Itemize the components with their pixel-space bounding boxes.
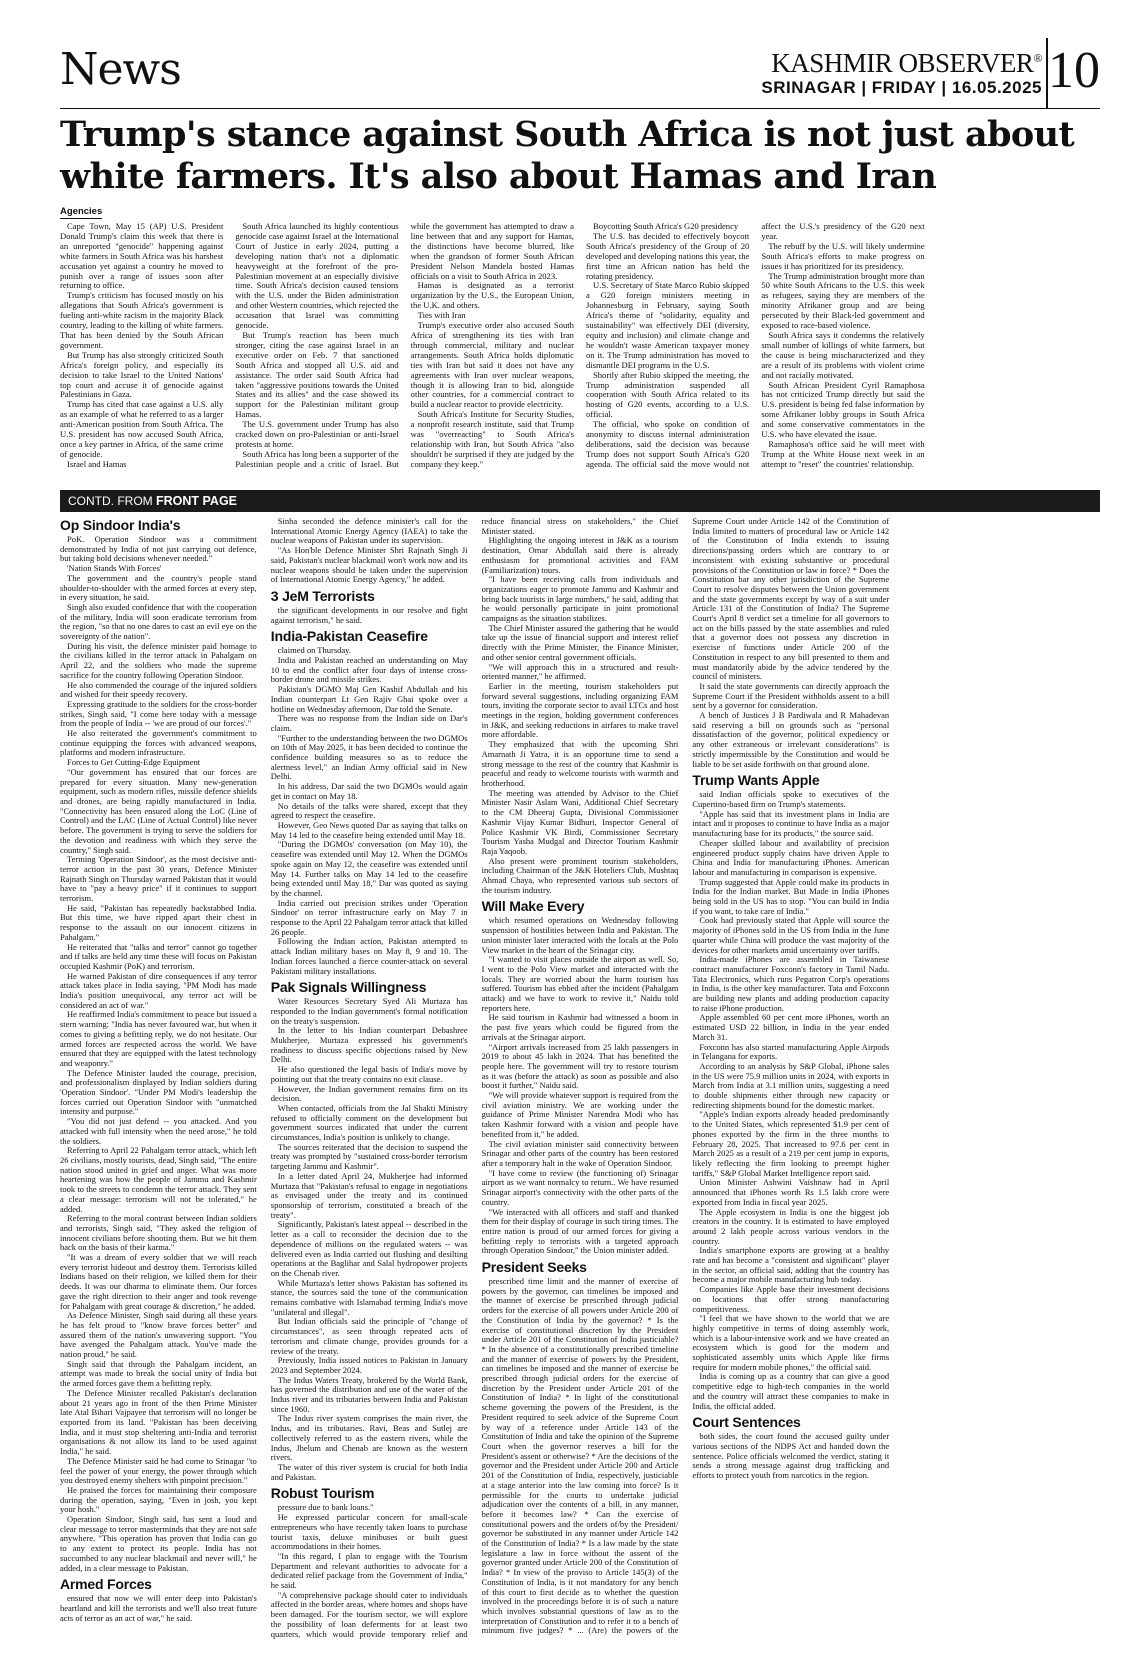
story-paragraph: South Africa says it condemns the relatively small number of killings of white farmers, but the cause is being mischaracterized and they are a result of its problems with violent crime and not racially motivated. [761,329,925,380]
story-paragraph: Ramaphosa's office said he will meet with Trump at the White House next week in an attempt to "reset" the countries' relationship. [761,438,925,469]
story-paragraph: The official, who spoke on condition of anonymity to discuss internal administration deliberations, said the decision was because Trump does not support South Africa's G20 agenda. The official said the move would not affect the U.S.'s presidency of the G20 next year. [585,222,925,469]
section-paragraph: In the letter to his Indian counterpart Debashree Mukherjee, Murtaza expressed his government's readiness to discuss specific objections raised by New Delhi. [270,1025,468,1065]
section-paragraph: said Indian officials spoke to executives of the Cupertino-based firm on Trump's statements. [692,789,890,809]
section-paragraph: The Apple ecosystem in India is one the biggest job creators in the country. It is estimated to have employed around 2 lakh people across various vendors in the country. [692,1206,890,1246]
paper-title-block [712,44,1042,99]
section-paragraph: prescribed time limit and the manner of exercise of powers by the governor, can timelines be imposed and the manner of exercise be prescribed through judicial orders for the exercise of all powers under Article 200 of the Constitution of India by the governor? * Is the exercise of constitutional discretion by the President under Article 201 of the Constitution of India justiciable? * In the absence of a constitutionally prescribed timeline and the manner of exercise of powers by the President, can timelines be imposed and the manner of exercise be prescribed through judicial orders for the exercise of discretion by the President under Article 201 of the Constitution of India? * In light of the constitutional scheme governing the powers of the President, is the President required to seek advice of the Supreme Court by way of a reference under Article 143 of the Constitution of India and take the opinion of the Supreme Court when the governor reserves a bill for the President's assent or otherwise? * Are the decisions of the governor and the President under Article 200 and Article 201 of the Constitution of India, respectively, justiciable at a stage anterior into the law coming into force? Is it permissible for the courts to undertake judicial adjudication over the contents of a bill, in any manner, before it becomes law? * Can the exercise of constitutional powers and the orders of/by the President/ governor be substituted in any manner under Article 142 of the Constitution of India? * Is a law made by the state legislature a law in force without the assent of the governor granted under Article 200 of the Constitution of India? * In view of the proviso to Article 145(3) of the Constitution of India, is it not mandatory for any bench of this court to first decide as to whether the question involved in the proceedings before it is of such a nature which involves substantial questions of law as to the interpretation of Constitution and to refer it to a bench of minimum five judges? * ... (Are) the powers of the Supreme Court under Article 142 of the Constitution of India limited to matters of procedural law or Article 142 of the Constitution of India extends to issuing directions/passing orders which are contrary to or inconsistent with existing substantive or procedural provisions of the Constitution or law in force? * Does the Constitution bar any other jurisdiction of the Supreme Court to resolve disputes between the Union government and the state governments except by way of a suit under Article 131 of the Constitution of India? The Supreme Court's April 8 verdict set a timeline for all governors to act on the bills passed by the state assemblies and ruled that a governor does not possess any discretion in exercise of functions under Article 200 of the Constitution in respect to any bill presented to them and must mandatorily abide by the advice tendered by the council of ministers. [481,517,890,1636]
section-heading: 3 JeM Terrorists [270,587,375,604]
section-paragraph: He also questioned the legal basis of India's move by pointing out that the treaty contains no exit clause. [270,1064,468,1084]
section-paragraph: While Murtaza's letter shows Pakistan has softened its stance, the sources said the tone of the communication remains combative with Islamabad terming India's move "unilateral and illegal". [270,1277,468,1317]
story-paragraph: Ties with Iran [417,310,466,321]
section-paragraph: "You did not just defend -- you attacked. And you attacked with full intensity when the need arose," he told the soldiers. [60,1116,257,1146]
section-paragraph: Expressing gratitude to the soldiers for the cross-border strikes, Singh said, "I come here today with a message from the people of India -- 'we are proud of our forces'." [60,698,257,729]
section-paragraph: The government and the country's people stand shoulder-to-shoulder with the armed forces at every step, in every situation, he said. [60,572,257,603]
section-paragraph: India is coming up as a country that can give a good competitive edge to high-tech companies in the world and the country will attract these companies to make in India, the official added. [692,1371,890,1411]
section-paragraph: In a letter dated April 24, Mukherjee had informed Murtaza that "Pakistan's refusal to engage in negotiations as envisaged under the treaty and its continued sponsorship of terrorism, constituted a breach of the treaty". [270,1170,468,1220]
story-paragraph: South Africa's Institute for Security Studies, a nonprofit research institute, said that Trump was "overreacting" to South Africa's relationship with Iran, but South Africa "also shouldn't be surprised if they are judged by the company they keep." [410,409,574,469]
section-paragraph: Highlighting the ongoing interest in J&K as a tourism destination, Omar Abdullah said there is already enthusiasm for promotional activities and FAM (Familiarization) tours. [481,535,679,575]
section-heading: Robust Tourism [270,1485,375,1502]
section-paragraph: 'Nation Stands With Forces' [67,563,162,574]
section-heading: Trump Wants Apple [692,772,820,789]
section-heading: President Seeks [481,1259,587,1276]
story-paragraph: Israel and Hamas [67,458,127,469]
section-paragraph: Operation Sindoor, Singh said, has sent a loud and clear message to terror masterminds that they are not safe anywhere. "This operation has proven that India can go to any extent to protect its people. India has not succumbed to any nuclear blackmail and never will," he added, in a clear message to Pakistan. [60,1514,257,1573]
section-paragraph: However, the Indian government remains firm on its decision. [270,1083,468,1104]
section-paragraph: The civil aviation minister said connectivity between Srinagar and other parts of the country has been restored after a temporary halt in the wake of Operation Sindoor. [481,1138,679,1168]
section-paragraph: India and Pakistan reached an understanding on May 10 to end the conflict after four days of intense cross-border drone and missile strikes. [270,655,468,685]
section-paragraph: ensured that now we will enter deep into Pakistan's heartland and kill the terrorists and we'll also treat future acts of terror as an act of war," he said. [60,1593,257,1623]
section-paragraph: pressure due to bank loans." [277,1502,374,1513]
contd-banner [60,490,1100,512]
section-paragraph: He reaffirmed India's commitment to peace but issued a stern warning: "India has never favoured war, but when it comes to giving a befitting reply, we do not hesitate. Our armed forces are respected across the world. We have ensured that they are equipped with the latest technology and weaponry." [60,1009,257,1068]
section-paragraph: India carried out precision strikes under 'Operation Sindoor' on terror infrastructure early on May 7 in response to the April 22 Pahalgam terror attack that killed 26 people. [270,897,468,937]
section-paragraph: Singh also exuded confidence that with the cooperation of the military, India will soon eradicate terrorism from the region, "so that no one dares to cast an evil eye on the sovereignty of the nation". [60,601,257,642]
section-paragraph: In his address, Dar said the two DGMOs would again get in contact on May 18. [270,781,468,801]
story-paragraph: South African President Cyril Ramaphosa has not criticized Trump directly but said the U.S. president is being fed false information by some Afrikaner lobby groups in South Africa and some conservative commentators in the U.S. who have elevated the issue. [761,379,925,440]
story-paragraph: Hamas is designated as a terrorist organization by the U.S., the European Union, the U.K. and others. [410,280,574,311]
section-paragraph: According to an analysis by S&P Global, iPhone sales in the US were 75.9 million units in 2024, with exports in March from India at 3.1 million units, suggesting a need to double shipments either through new capacity or redirecting shipments bound for the domestic market. [692,1060,890,1110]
section-heading: Pak Signals Willingness [270,979,427,996]
story-paragraph: Trump has cited that case against a U.S. ally as an example of what he referred to as a larger anti-American position from South Africa. The U.S. president has now accused South Africa, once a key partner in Africa, of the same crime of genocide. [60,399,224,459]
section-paragraph: He expressed particular concern for small-scale entrepreneurs who have recently taken loans to purchase tourist taxis, deluxe minibuses or built guest accommodations in their homes. [270,1512,468,1552]
section-paragraph: which resumed operations on Wednesday following suspension of hostilities between India and Pakistan. The union minister later interacted with the locals at the Polo View market in the heart of the Srinagar city. [481,915,679,955]
story-paragraph: South Africa has long been a supporter of the Palestinian people and a critic of Israel. But while the government has attempted to draw a line between that and any support for Hamas, the distinctions have become blurred, like when the grandson of former South African President Nelson Mandela hosted Hamas officials on a visit to South Africa in 2023. [235,222,574,469]
trademark: ® [1033,51,1042,65]
section-paragraph: A bench of Justices J B Pardiwala and R Mahadevan said reserving a bill on grounds such as "personal dissatisfaction of the governor, political expediency or any other extraneous or irrelevant considerations" is strictly impermissible by the Constitution and would be liable to be set aside forthwith on that ground alone. [692,710,890,769]
section-paragraph: He said tourism in Kashmir had witnessed a boom in the past five years which could be figured from the arrivals at the Srinagar airport. [481,1012,679,1042]
section-paragraph: Significantly, Pakistan's latest appeal -- described in the letter as a call to reconsider the decision due to the dependence of millions on the regulated waters -- was delivered even as India carried out flushing and desilting operations at the Baglihar and Salal hydropower projects on the Chenab river. [270,1219,468,1278]
section-paragraph: As Defence Minister, Singh said during all these years he has felt proud to "know brave forces better" and assured them of the nation's unwavering support. "You have avenged the Pahalgam attack. You've made the nation proud," he said. [60,1310,257,1360]
section-paragraph: The Indus river system comprises the main river, the Indus, and its tributaries. Ravi, Beas and Sutlej are collectively referred to as the eastern rivers, while the Indus, Jhelum and Chenab are known as the western rivers. [270,1413,468,1463]
section-paragraph: "During the DGMOs' conversation (on May 10), the ceasefire was extended until May 12. When the DGMOs spoke again on May 12, the ceasefire was extended until May 14. Further talks on May 14 led to the ceasefire being extended until May 18," Dar was quoted as saying by the channel. [270,839,468,898]
section-paragraph: India's smartphone exports are growing at a healthy rate and has become a "consistent and significant" player in the sector, an official said, adding that the country has become a major mobile manufacturing hub today. [692,1245,890,1285]
section-heading: Op Sindoor India's [60,517,181,533]
section-paragraph: the significant developments in our resolve and fight against terrorism," he said. [270,604,468,625]
section-paragraph: India-made iPhones are assembled in Taiwanese contract manufacturer Foxconn's factory in Tamil Nadu. Tata Electronics, which runs Pegatron Corp's operations in India, is the other key manufacturer. Tata and Foxconn are building new plants and adding production capacity to raise iPhone production. [692,954,890,1013]
section-heading: India-Pakistan Ceasefire [270,628,428,645]
section-paragraph: They emphasized that with the upcoming Shri Amarnath Ji Yatra, it is an opportune time to send a strong message to the rest of the country that Kashmir is peaceful and ready to welcome tourists with warmth and brotherhood. [481,739,679,788]
section-paragraph: He also reiterated the government's commitment to continue equipping the forces with advanced weapons, platforms and modern infrastructure. [60,728,257,758]
section-paragraph: The Defence Minister said he had come to Srinagar "to feel the power of your energy, the power through which you destroyed enemy shelters with pinpoint precision." [60,1455,257,1486]
section-paragraph: The meeting was attended by Advisor to the Chief Minister Nasir Aslam Wani, Additional Chief Secretary to the CM Dheeraj Gupta, Divisional Commissioner Kashmir Vijay Kumar Bidhuri, Inspector General of Police Kashmir VK Birdi, Commissioner Secretary Tourism Yasha Mudgal and Director Tourism Kashmir Raja Yaqoob. [481,787,679,856]
story-paragraph: The U.S. government under Trump has also cracked down on pro-Palestinian or anti-Israel protests at home. [235,419,399,449]
byline: Agencies [60,206,103,217]
dateline: SRINAGAR | FRIDAY | 16.05.2025 [761,78,1042,97]
section-paragraph: When contacted, officials from the Jal Shakti Ministry refused to officially comment on the development but government sources indicated that under the current circumstances, India's position is unlikely to change. [270,1102,468,1143]
section-paragraph: "It was a dream of every soldier that we will reach every terrorist hideout and destroy them. Terrorists killed Indians based on their religion, we killed them for their deeds. It was our dharma to eliminate them. Our forces gave the right direction to their anger and took revenge for Pahalgam with great courage & discretion," he added. [60,1252,257,1311]
contd-prefix: CONTD. FROM [68,494,156,508]
section-paragraph: Trump suggested that Apple could make its products in India for the Indian market. But Made in India iPhones being sold in the US has to stop. "You can build in India if you want, to take care of India." [692,876,890,916]
section-paragraph: The sources reiterated that the decision to suspend the treaty was prompted by "sustained cross-border terrorism targeting Jammu and Kashmir". [270,1141,468,1172]
section-paragraph: both sides, the court found the accused guilty under various sections of the NDPS Act and handed down the sentence. Police officials welcomed the verdict, stating it sends a strong message against drug trafficking and efforts to protect youth from narcotics in the region. [692,1431,890,1481]
section-paragraph: "I wanted to visit places outside the airport as well. So, I went to the Polo View market and interacted with the locals. They are worried about the harm tourism has suffered. Tourism has ebbed after the incident (Pahalgam attack) and we have to work to revive it," Naidu told reporters here. [481,954,679,1013]
paper-name [712,44,1042,77]
section-paragraph: "Apple has said that its investment plans in India are intact and it proposes to continue to have India as a major manufacturing base for its products," the source said. [692,808,890,839]
section-paragraph: Following the Indian action, Pakistan attempted to attack Indian military bases on May 8, 9 and 10. The Indian forces launched a fierce counter-attack on several Pakistani military installations. [270,936,468,976]
section-paragraph: However, Geo News quoted Dar as saying that talks on May 14 led to the ceasefire being extended until May 18. [270,819,468,840]
section-heading: Armed Forces [60,1576,152,1593]
paper-name-text: KASHMIR OBSERVER [771,48,1034,78]
main-story-body [60,222,1100,479]
section-paragraph: "I have been receiving calls from individuals and organizations eager to promote Jammu and Kashmir and bring back tourists in large numbers," he said, adding that he would personally participate in joint promotional campaigns as the situation stabilizes. [481,574,679,624]
section-paragraph: The water of this river system is crucial for both India and Pakistan. [270,1461,468,1482]
story-paragraph: U.S. Secretary of State Marco Rubio skipped a G20 foreign ministers meeting in Johannesburg in February, saying South Africa's theme of "solidarity, equality and sustainability" was effectively DEI (diversity, equity and inclusion) and climate change and he wouldn't waste American taxpayer money on it. The Trump administration has moved to dismantle DEI programs in the U.S. [585,280,750,370]
section-paragraph: Foxconn has also started manufacturing Apple Airpods in Telangana for exports. [692,1041,890,1062]
section-heading: Will Make Every [481,898,585,915]
section-paragraph: He said, "Pakistan has repeatedly backstabbed India. But this time, we have ripped apart their chest in response to the assault on our innocent citizens in Pahalgam." [60,902,257,942]
section-paragraph: He reiterated that "talks and terror" cannot go together and if talks are held any time these will focus on Pakistan occupied Kashmir (PoK) and terrorism. [60,941,257,971]
masthead [60,38,1100,108]
section-paragraph: Cook had previously stated that Apple will source the majority of iPhones sold in the US from India in the June quarter while China will produce the vast majority of the devices for other markets amid uncertainty over tariffs. [692,915,890,955]
section-paragraph: Terming 'Operation Sindoor', as the most decisive anti-terror action in the past 30 years, Defence Minister Rajnath Singh on Thursday warned Pakistan that it would have to "pay a heavy price" if it continues to support terrorism. [60,854,257,904]
section-paragraph: No details of the talks were shared, except that they agreed to respect the ceasefire. [270,800,468,821]
section-paragraph: "Apple's Indian exports already headed predominantly to the United States, which represented $1.9 per cent of phones exported by the firm in the three months to February 28, 2025. That increased to 97.6 per cent in March 2025 as a result of a 219 per cent jump in exports, likely reflecting the firm looking to preempt higher tariffs," S&P Global Market Intelligence report said. [692,1109,890,1178]
section-paragraph: PoK. Operation Sindoor was a commitment demonstrated by India of not just carrying out defence, but taking bold decisions whenever needed." [60,534,257,564]
section-paragraph: "In this regard, I plan to engage with the Tourism Department and relevant authorities to advocate for a dedicated relief package from the Government of India," he said. [270,1550,468,1591]
section-paragraph: "As Hon'ble Defence Minister Shri Rajnath Singh Ji said, Pakistan's nuclear blackmail won't work now and its nuclear weapons should be taken under the supervision of International Atomic Energy Agency," he added. [270,545,468,585]
section-paragraph: Also present were prominent tourism stakeholders, including Chairman of the J&K Hoteliers Club, Mushtaq Ahmad Chaya, who represented various sub sectors of the tourism industry. [481,855,679,895]
section-paragraph: He praised the forces for maintaining their composure during the operation, saying, "Even in josh, you kept your hosh." [60,1484,257,1515]
story-paragraph: Trump's criticism has focused mostly on his allegations that South Africa's government is fueling anti-white racism in the majority Black country, leading to the killing of white farmers. That has been denied by the South African government. [60,290,224,350]
section-paragraph: Union Minister Ashwini Vaishnaw had in April announced that iPhones worth Rs 1.5 lakh crore were exported from India in fiscal year 2025. [692,1177,890,1207]
story-paragraph: The U.S. has decided to effectively boycott South Africa's presidency of the Group of 20 developed and developing nations this year, the first time an African nation has held the rotating presidency. [585,230,750,281]
section-paragraph: "We will provide whatever support is required from the civil aviation ministry. We are working under the guidance of Prime Minister Narendra Modi who has taken Kashmir forward with a vision and people have benefited from it," he added. [481,1090,679,1139]
masthead-rule [60,108,1100,109]
section-paragraph: "Airport arrivals increased from 25 lakh passengers in 2019 to about 45 lakh in 2024. That has benefited the people here. The government will try to restore tourism as it was (before the attack) as soon as possible and also boost it further," Naidu said. [481,1041,679,1091]
story-paragraph: Cape Town, May 15 (AP) U.S. President Donald Trump's claim this week that there is an unreported "genocide" happening against white farmers in South Africa was his harshest accusation yet against a country he moved to punish over a range of issues soon after returning to office. [60,222,224,291]
section-paragraph: The Defence Minister lauded the courage, precision, and professionalism displayed by Indian soldiers during 'Operation Sindoor'. "Under PM Modi's leadership the forces carried out Operation Sindoor with "unmatched intensity and purpose." [60,1067,257,1117]
section-paragraph: Cheaper skilled labour and availability of precision engineered product supply chains have driven Apple to China and India for manufacturing iPhones. American labour and manufacturing in comparison is expensive. [692,837,890,877]
section-paragraph: "We will approach this in a structured and result-oriented manner," he affirmed. [481,661,679,682]
section-paragraph: But Indian officials said the principle of "change of circumstances", as seen through repeated acts of terrorism and climate change, provides grounds for a review of the treaty. [270,1316,468,1356]
section-paragraph: Previously, India issued notices to Pakistan in January 2023 and September 2024. [270,1355,468,1375]
section-paragraph: "A comprehensive package should cater to individuals affected in the border areas, where homes and shops have been damaged. For the tourism sector, we will explore the possibility of loan deferments for at least two quarters, which would provide temporary relief and reduce financial stress on stakeholders," the Chief Minister stated. [270,517,679,1639]
story-paragraph: Trump's executive order also accused South Africa of strengthening its ties with Iran through commercial, military and nuclear arrangements. South Africa holds diplomatic ties with Iran but said it does not have any agreements with Iran over nuclear weapons, though it is allowing Iran to bid, alongside other countries, for a commercial contract to build a nuclear reactor to provide electricity. [410,320,574,410]
contd-label: FRONT PAGE [156,494,238,508]
section-paragraph: He warned Pakistan of dire consequences if any terror attack takes place in India saying, "PM Modi has made India's position unequivocal, any terror act will be considered an act of war." [60,970,257,1010]
story-paragraph: South Africa launched its highly contentious genocide case against Israel at the International Court of Justice in early 2024, putting a developing nation that's not a diplomatic heavyweight at the forefront of the pro-Palestinian movement at an especially divisive time. South Africa's decision caused tensions with the U.S. under the Biden administration and other Western countries, which rejected the accusation that Israel was committing genocide. [235,222,399,331]
section-paragraph: claimed on Thursday. [277,645,351,656]
section-paragraph: Singh said that through the Pahalgam incident, an attempt was made to break the social unity of India but the armed forces gave them a befitting reply. [60,1358,257,1389]
section-paragraph: Apple assembled 60 per cent more iPhones, worth an estimated USD 22 billion, in India in the year ended March 31. [692,1012,890,1042]
section-paragraph: Companies like Apple base their investment decisions on locations that offer strong manufacturing competitiveness. [692,1284,890,1314]
section-paragraph: The Indus Waters Treaty, brokered by the World Bank, has governed the distribution and use of the water of the Indus river and its tributaries between India and Pakistan since 1960. [270,1374,468,1414]
section-title: News [60,44,181,95]
section-paragraph: The Defence Minister recalled Pakistan's declaration about 21 years ago in front of the then Prime Minister late Atal Bihari Vajpayee that terrorism will no longer be exported from its land. "Pakistan has been deceiving India, and it must stop sheltering anti-India and terrorist organisations & not allow its land to be used against India," he said. [60,1387,257,1457]
section-paragraph: Pakistan's DGMO Maj Gen Kashif Abdullah and his Indian counterpart Lt Gen Rajiv Ghai spoke over a hotline on Wednesday afternoon, Dar told the Senate. [270,684,468,714]
section-paragraph: There was no response from the Indian side on Dar's claim. [270,713,468,733]
section-paragraph: Earlier in the meeting, tourism stakeholders put forward several suggestions, including organizing FAM tours, inviting the corporate sector to avail LTCs and host meetings in the region, holding government conferences in J&K, and seeking reductions in airfares to make travel more affordable. [481,680,679,740]
page-number: 10 [1046,38,1100,108]
section-paragraph: Water Resources Secretary Syed Ali Murtaza has responded to the Indian government's formal notification on the treaty's suspension. [270,996,468,1026]
section-paragraph: Referring to April 22 Pahalgam terror attack, which left 26 civilians, mostly tourists, dead, Singh said, "The entire nation stood united in grief and anger. What was more heartening was how the people of Jammu and Kashmir took to the streets to condemn the terror attack. They sent a clear message: terrorism will not be tolerated," he added. [60,1145,257,1214]
headline: Trump's stance against South Africa is not just about white farmers. It's also about Hamas and Iran [60,114,1075,197]
section-paragraph: "I have come to review (the functioning of) Srinagar airport as we want normalcy to return.. We have resumed Srinagar airport's connectivity with the other parts of the country. [481,1167,679,1207]
story-paragraph: But Trump's reaction has been much stronger, citing the case against Israel in an executive order on Feb. 7 that sanctioned South Africa and stopped all U.S. aid and assistance. The order said South Africa had taken "aggressive positions towards the United States and its allies" and the case showed its support for the Palestinian militant group Hamas. [235,329,399,420]
story-paragraph: The rebuff by the U.S. will likely undermine South Africa's efforts to make progress on issues it has prioritized for its presidency. [761,240,925,271]
section-paragraph: It said the state governments can directly approach the Supreme Court if the President withholds assent to a bill sent by a governor for consideration. [692,680,890,711]
section-paragraph: "Further to the understanding between the two DGMOs on 10th of May 2025, it has been decided to continue the confidence building measures so as to reduce the alertness level," an Indian Army official said in New Delhi. [270,732,468,782]
story-paragraph: But Trump has also strongly criticized South Africa's foreign policy, and especially its decision to take Israel to the United Nations' top court and accuse it of genocide against Palestinians in Gaza. [60,349,224,400]
section-paragraph: "Our government has ensured that our forces are prepared for every situation. Many new-generation equipment, such as modern rifles, missile defence shields and drones, are being rapidly manufactured in India. "Connectivity has been ensured along the LoC (Line of Control) and the LAC (Line of Actual Control) like never before. The government is trying to serve the soldiers for the devotion and readiness with which they serve the country," Singh said. [60,766,257,855]
section-heading: Court Sentences [692,1414,801,1431]
section-paragraph: Sinha seconded the defence minister's call for the International Atomic Energy Agency (IAEA) to take the nuclear weapons of Pakistan under its supervision. [270,517,468,546]
story-paragraph: The Trump administration brought more than 50 white South Africans to the U.S. this week as refugees, saying they are members of the minority Afrikaner group and are being persecuted by their Black-led government and exposed to race-based violence. [761,270,925,331]
section-paragraph: Referring to the moral contrast between Indian soldiers and terrorists, Singh said, "They asked the religion of innocent civilians before shooting them. But we hit them back on the basis of their karma." [60,1213,257,1253]
section-paragraph: "I feel that we have shown to the world that we are highly competitive in terms of doing assembly work, which is a labour-intensive work and we have created an ecosystem which is good for the modern and sophisticated assembly units which Apple like firms require for modern mobile phones," the official said. [692,1313,890,1372]
continued-stories [60,517,1100,1642]
section-paragraph: Forces to Get Cutting-Edge Equipment [67,757,201,768]
section-paragraph: During his visit, the defence minister paid homage to the civilians killed in the terror attack in Pahalgam on April 22, and the soldiers who made the supreme sacrifice for the country following Operation Sindoor. [60,640,257,680]
story-paragraph: Boycotting South Africa's G20 presidency [592,222,739,231]
section-paragraph: The Chief Minister assured the gathering that he would take up the issue of financial support and interest relief directly with the Prime Minister, the Finance Minister, and other senior central government officials. [481,622,679,662]
section-paragraph: "We interacted with all officers and staff and thanked them for their display of courage in such tiring times. The entire nation is proud of our armed forces for giving a befitting reply to terrorists with a targeted approach through Operation Sindoor," the Union minister added. [481,1206,679,1256]
story-paragraph: Shortly after Rubio skipped the meeting, the Trump administration suspended all cooperation with South Africa related to its hosting of G20 events, according to a U.S. official. [585,369,750,420]
section-paragraph: He also commended the courage of the injured soldiers and wished for their speedy recovery. [60,679,257,700]
